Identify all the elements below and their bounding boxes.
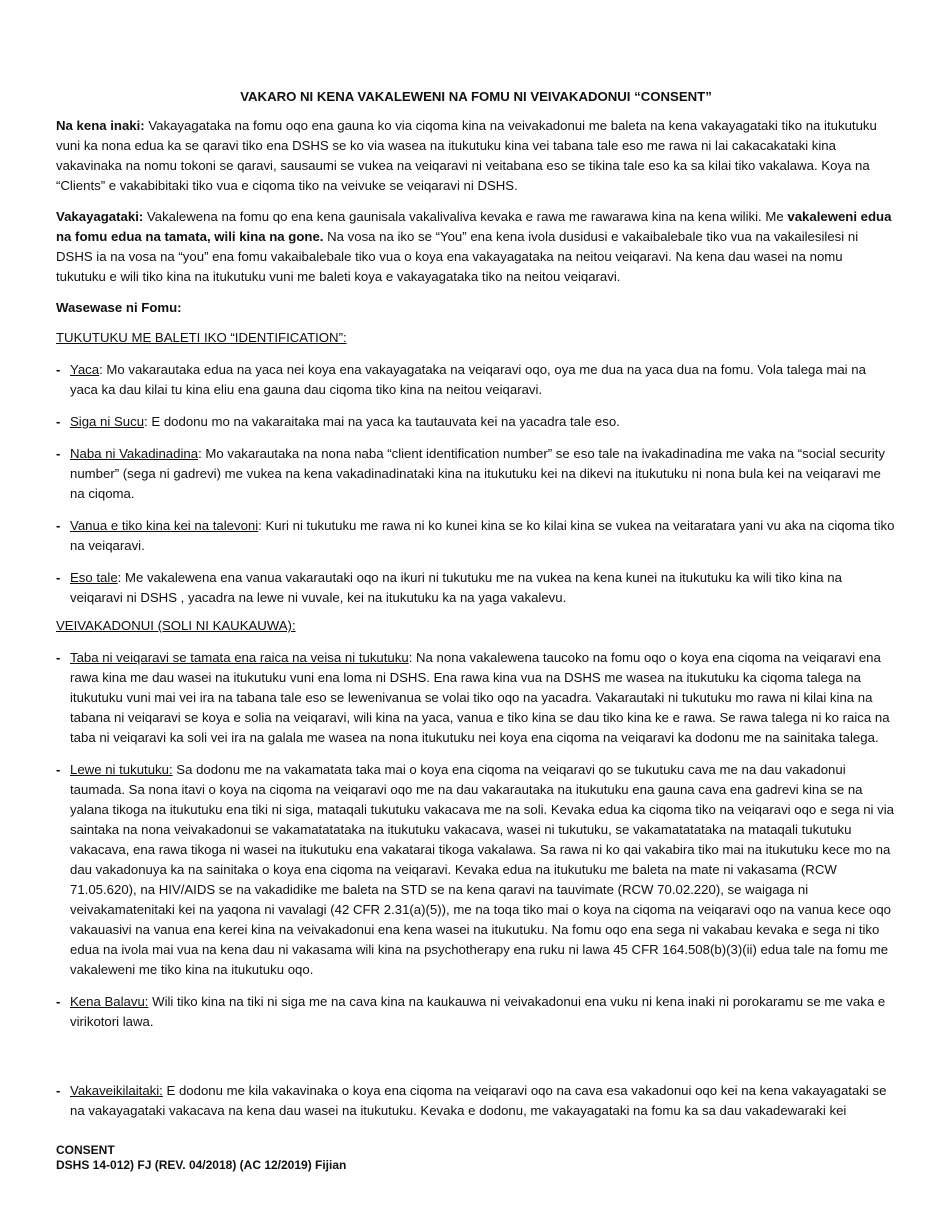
list-item: - Siga ni Sucu: E dodonu mo na vakaraitaka mai na yaca ka tautauvata kei na yacadra tale eso. [56, 414, 620, 429]
identification-heading: TUKUTUKU ME BALETI IKO “IDENTIFICATION”: [56, 330, 347, 345]
item-label: Siga ni Sucu [70, 414, 145, 429]
list-item: - Yaca: Mo vakarautaka edua na yaca nei koya ena vakayagataka na veiqaravi oqo, oya me dua na yaca dua na fomu. Vola talega mai na yaca ka dau kilai tu kina eliu ena gauna dau ciqoma tiko kina na neitou veiqaravi. [56, 362, 866, 397]
consent-heading: VEIVAKADONUI (SOLI NI KAUKAUWA): [56, 618, 296, 633]
list-item: - Vakaveikilaitaki: E dodonu me kila vakavinaka o koya ena ciqoma na veiqaravi oqo na cava esa vakadonui oqo kei na kena vakayagataki se na vakayagataki vakacava na kena dau wasei na itukutuku. Kevaka e dodonu, me vakayagataki na fomu ka sa dau vakadewaraki kei [56, 1083, 887, 1118]
item-label: Taba ni veiqaravi se tamata ena raica na veisa ni tukutuku [70, 650, 409, 665]
consent-list [56, 648, 896, 1032]
item-text: : E dodonu mo na vakaraitaka mai na yaca ka tautauvata kei na yacadra tale eso. [144, 414, 620, 429]
item-label: Yaca [70, 362, 100, 377]
item-text: : Mo vakarautaka na nona naba “client identification number” se eso tale na ivakadinadina me vaka na “social security number” (sega ni gadrevi) me vukea na kena vakadinadinataki kina na itukutuku kei na dikevi na itukutuku ni nona bula kei na veiqaravi me na ciqoma. [70, 446, 885, 501]
list-item: - Kena Balavu: Wili tiko kina na tiki ni siga me na cava kina na kaukauwa ni veivakadonui ena vuku ni kena inaki ni porokaramu se me vaka e virikotori lawa. [56, 994, 886, 1029]
item-text: E dodonu me kila vakavinaka o koya ena ciqoma na veiqaravi oqo na cava esa vakadonui oqo kei na kena vakayagataki se na vakayagataki vakacava na kena dau wasei na itukutuku. Kevaka e dodonu, me vakayagataki na fomu ka sa dau vakadewaraki kei [70, 1083, 887, 1118]
item-label: Vakaveikilaitaki: [70, 1083, 163, 1098]
footer-form-name: CONSENT [56, 1143, 115, 1157]
identification-list [56, 360, 896, 608]
intro-paragraph [56, 116, 896, 196]
list-item: - Vanua e tiko kina kei na talevoni: Kuri ni tukutuku me rawa ni ko kunei kina se ko kilai kina se vukea na veitaratara yani vu aka na ciqoma tiko na veiqaravi. [56, 518, 895, 553]
usage-text-2: Na vosa na iko se “You” ena kena ivola dusidusi e vakaibalebale tiko vua na vakailesilesi ni DSHS ia na vosa na “you” ena fomu vakaibalebale tiko vua o koya ena vakayagataka na neitou veiqaravi. Na kena dau wasei na nomu tukutuku e wili tiko kina na itukutuku vuni me baleti koya e vakayagataka tiko na neitou veiqaravi. [56, 229, 859, 284]
footer-form-number: DSHS 14-012) FJ (REV. 04/2018) (AC 12/2019) Fijian [56, 1158, 347, 1172]
item-label: Kena Balavu: [70, 994, 149, 1009]
usage-bold-text: vakaleweni edua na fomu edua na tamata, wili kina na gone. [56, 209, 892, 244]
document-page [56, 87, 896, 1133]
intro-text: Vakayagataka na fomu oqo ena gauna ko via ciqoma kina na veivakadonui me baleta na kena vakayagataki tiko na itukutuku vuni ka nona edua ka se qaravi tiko ena DSHS se ko via wasea na itukutuku kina vei tabana tale eso me rawa ni lai cakacakataki kina vakavinaka na nomu tokoni se qaravi, sausaumi se vukea na veiqaravi ni veitabana eso se tikina tale eso ka sa kilai tiko vakalawa. Koya na “Clients” e vakabibitaki tiko vua e ciqoma tiko na veivuke se veiqaravi ni DSHS. [56, 118, 877, 193]
item-text: Wili tiko kina na tiki ni siga me na cava kina na kaukauwa ni veivakadonui ena vuku ni kena inaki ni porokaramu se me vaka e virikotori lawa. [70, 994, 886, 1029]
item-label: Vanua e tiko kina kei na talevoni [70, 518, 259, 533]
intro-label: Na kena inaki: [56, 118, 145, 133]
item-label: Naba ni Vakadinadina [70, 446, 199, 461]
document-title: VAKARO NI KENA VAKALEWENI NA FOMU NI VEIVAKADONUI “CONSENT” [240, 89, 712, 104]
list-item: - Eso tale: Me vakalewena ena vanua vakarautaki oqo na ikuri ni tukutuku me na vukea na kena kunei na itukutuku ka wili tiko kina na veiqaravi ni DSHS , yacadra na lewe ni vuvale, kei na itukutuku ka na yaga vakalevu. [56, 570, 842, 605]
list-item: - Lewe ni tukutuku: Sa dodonu me na vakamatata taka mai o koya ena ciqoma na veiqaravi qo se tukutuku cava me na dau vakadonui taumada. Sa nona itavi o koya na ciqoma na veiqaravi oqo me na dau vakarautaka na itukutuku ena gauna cava ena gadrevi kina se na yalana tikoga na itukutuku ena tiki ni siga, mataqali tukutuku vakacava me na soli. Kevaka edua ka ciqoma tiko na veiqaravi oqo e sega ni via saintaka na nona veivakadonui se vakamatatataka na itukutuku vakacava, wasei ni tukutuku, se vakamatatataka na mataqali tukutuku vakacava, ena rawa tikoga ni wasei na itukutuku ena vakatarai tikoga vakalawa. Sa rawa ni ko qai vakabira tiko mai na itukutuku kece mo na dau vakadonuya ka na sainitaka o koya ena ciqoma na veiqaravi. Kevaka edua na itukutuku me baleta na mate ni vakasama (RCW 71.05.620), na HIV/AIDS se na vakadidike me baleta na STD se na kena qaravi na tauvimate (RCW 70.02.220), se waigaga ni veivakamatenitaki kei na yaqona ni vavalagi (42 CFR 2.31(a)(5)), me na toqa tiko mai o koya na ciqoma na veiqaravi oqo na vanua kece oqo vakauasivi na vanua ena kerei kina na veivakadonui ena kena wasei na itukutuku. Na fomu oqo ena sega ni vakabau kevaka e sega ni tiko edua na ivola mai vua na kena dau ni vakasama wili kina na psychotherapy ena ruku ni lawa 45 CFR 164.508(b)(3)(ii) edua tale na fomu me vakaleweni me tiko kina na itukutuku oqo. [56, 762, 894, 977]
usage-label: Vakayagataki: [56, 209, 144, 224]
item-text: : Me vakalewena ena vanua vakarautaki oqo na ikuri ni tukutuku me na vukea na kena kunei na itukutuku ka wili tiko kina na veiqaravi ni DSHS , yacadra na lewe ni vuvale, kei na itukutuku ka na yaga vakalevu. [70, 570, 842, 605]
list-item: - Naba ni Vakadinadina: Mo vakarautaka na nona naba “client identification number” se eso tale na ivakadinadina me vaka na “social security number” (sega ni gadrevi) me vukea na kena vakadinadinataki kina na itukutuku kei na dikevi na itukutuku ni nona bula kei na veiqaravi me na ciqoma. [56, 446, 885, 501]
item-label: Eso tale [70, 570, 118, 585]
usage-text-1: Vakalewena na fomu qo ena kena gaunisala vakalivaliva kevaka e rawa me rawarawa kina na kena wiliki. Me [143, 209, 788, 224]
item-label: Lewe ni tukutuku: [70, 762, 173, 777]
page-footer [56, 1143, 346, 1173]
item-text: : Kuri ni tukutuku me rawa ni ko kunei kina se ko kilai kina se vukea na veitaratara yani vu aka na ciqoma tiko na veiqaravi. [70, 518, 895, 553]
usage-paragraph [56, 207, 896, 287]
item-text: : Na nona vakalewena taucoko na fomu oqo o koya ena ciqoma na veiqaravi ena rawa kina me dau wasei na itukutuku vuni ena loma ni DSHS. Ena rawa kina vua na DSHS me wasea na itukutuku ka ciqoma talega na itukutuku vuni mai vei ira na tabana tale eso se lewenivanua se volai tiko oqo na yacadra. Vakarautaki ni tukutuku mo rawa ni kilai kina na tabana ni veiqaravi se koya e solia na veiqaravi, wili kina na yaca, vanua e tiko kina se dau tiko kina ke e rawa. Se rawa talega ni ko raica na taba ni veiqaravi ka soli vei ira na galala me wasea na nona itukutuku nei koya ena ciqoma na veiqaravi ka dodonu me na sainitaka talega. [70, 650, 890, 745]
list-item: - Taba ni veiqaravi se tamata ena raica na veisa ni tukutuku: Na nona vakalewena taucoko na fomu oqo o koya ena ciqoma na veiqaravi ena rawa kina me dau wasei na itukutuku vuni ena loma ni DSHS. Ena rawa kina vua na DSHS me wasea na itukutuku ka ciqoma talega na itukutuku vuni mai vei ira na tabana tale eso se lewenivanua se volai tiko oqo na yacadra. Vakarautaki ni tukutuku mo rawa ni kilai kina na tabana ni veiqaravi se koya e solia na veiqaravi, wili kina na yaca, vanua e tiko kina se dau tiko kina ke e rawa. Se rawa talega ni ko raica na taba ni veiqaravi ka soli vei ira na galala me wasea na nona itukutuku nei koya ena ciqoma na veiqaravi ka dodonu me na sainitaka talega. [56, 650, 890, 745]
consent-list-continued [56, 1081, 896, 1121]
form-sections-heading: Wasewase ni Fomu: [56, 300, 182, 315]
item-text: Sa dodonu me na vakamatata taka mai o koya ena ciqoma na veiqaravi qo se tukutuku cava me na dau vakadonui taumada. Sa nona itavi o koya na ciqoma na veiqaravi oqo me na dau vakarautaka na itukutuku ena gauna cava ena gadrevi kina se na yalana tikoga na itukutuku ena tiki ni siga, mataqali tukutuku vakacava me na soli. Kevaka edua ka ciqoma tiko na veiqaravi oqo e sega ni via saintaka na nona veivakadonui se vakamatatataka na itukutuku vakacava, wasei ni tukutuku, se vakamatatataka na mataqali tukutuku vakacava, ena rawa tikoga ni wasei na itukutuku ena vakatarai tikoga vakalawa. Sa rawa ni ko qai vakabira tiko mai na itukutuku kece mo na dau vakadonuya ka na sainitaka o koya ena ciqoma na veiqaravi. Kevaka edua na itukutuku me baleta na mate ni vakasama (RCW 71.05.620), na HIV/AIDS se na vakadidike me baleta na STD se na kena qaravi na tauvimate (RCW 70.02.220), se waigaga ni veivakamatenitaki kei na yaqona ni vavalagi (42 CFR 2.31(a)(5)), me na toqa tiko mai o koya na ciqoma na veiqaravi oqo na vanua kece oqo vakauasivi na vanua ena kerei kina na veivakadonui ena kena wasei na itukutuku. Na fomu oqo ena sega ni vakabau kevaka e sega ni tiko edua na ivola mai vua na kena dau ni vakasama wili kina na psychotherapy ena ruku ni lawa 45 CFR 164.508(b)(3)(ii) edua tale na fomu me vakaleweni me tiko kina na itukutuku oqo. [70, 762, 894, 977]
item-text: : Mo vakarautaka edua na yaca nei koya ena vakayagataka na veiqaravi oqo, oya me dua na yaca dua na fomu. Vola talega mai na yaca ka dau kilai tu kina eliu ena gauna dau ciqoma tiko kina na neitou veiqaravi. [70, 362, 866, 397]
